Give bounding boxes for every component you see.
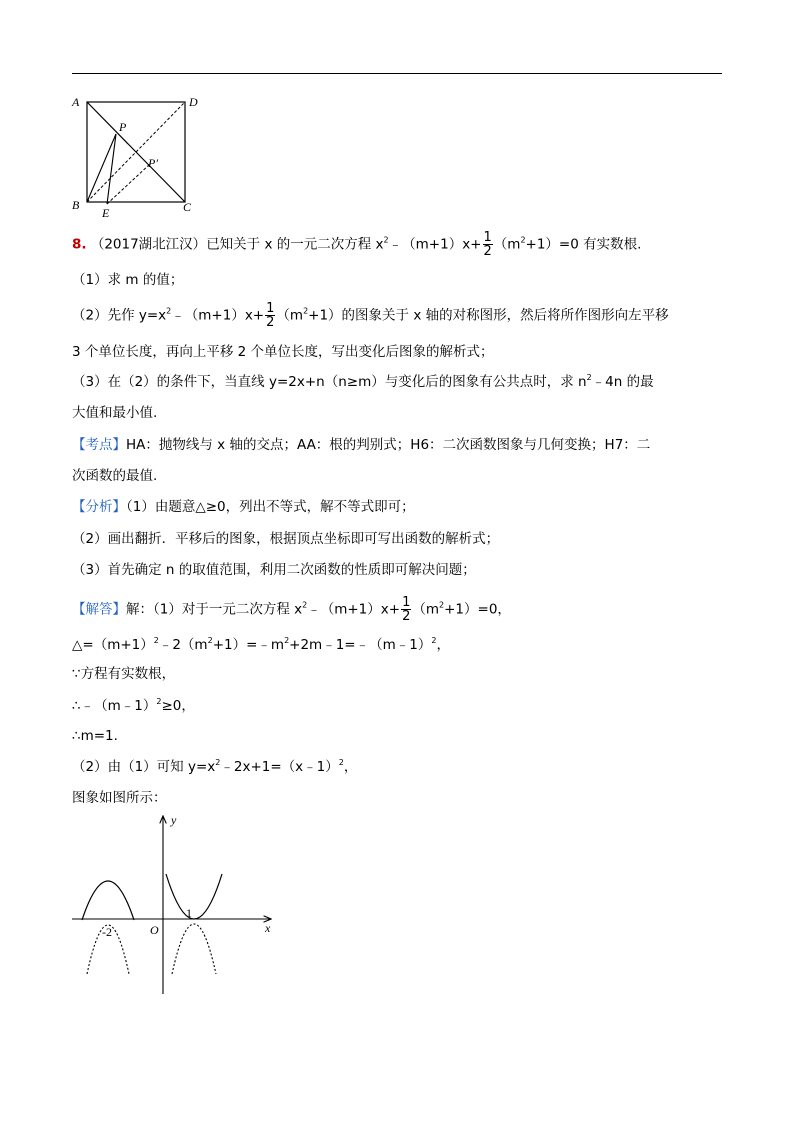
part-2-line1: （2）先作 $y=x^2﹣(m+1)x+$ $\frac{1}{2}$ $(m^2+1)$的图象关于 x 轴的对称图形，然后将所作图形向左平移: [72, 301, 669, 330]
part-3-line2: 大值和最小值.: [72, 405, 158, 421]
label-A: A: [72, 95, 80, 109]
fenxi-line3: （3）首先确定 n 的取值范围，利用二次函数的性质即可解决问题；: [72, 562, 476, 578]
fenxi-line2: （2）画出翻折．平移后的图象，根据顶点坐标即可写出函数的解析式；: [72, 531, 500, 547]
jieda-line1: 【解答】解：（1）对于一元二次方程 $x^2﹣(m+1)x+$ $\frac{1}{2}$ $(m^2+1)=0$，: [72, 595, 511, 624]
fenxi-line1: 【分析】（1）由题意△≥0，列出不等式，解不等式即可；: [72, 499, 415, 515]
x-axis-label: x: [265, 921, 271, 935]
square-figure: [70, 93, 210, 223]
jieda-tag: 【解答】: [72, 601, 126, 618]
parabola-graph: [70, 812, 285, 997]
label-E: E: [102, 206, 110, 220]
jieda-line7: 图象如图所示：: [72, 790, 167, 806]
part-3-line1: （3）在（2）的条件下，当直线 y=2x+n（n≥m）与变化后的图象有公共点时，求 $n^2﹣4n$ 的最: [72, 373, 654, 390]
question-stem: 8. （2017湖北江汉）已知关于 x 的一元二次方程 $x^2﹣(m+1)x+$ $\frac{1}{2}$ $(m^2+1)=0$ 有实数根.: [72, 230, 642, 259]
jieda-line5: ∴m=1.: [72, 728, 118, 744]
header-rule: [72, 73, 722, 74]
jieda-line2: $\triangle=(m+1)^2﹣2(m^2+1)=﹣m^2+2m﹣1=﹣(m﹣1)^2$，: [72, 636, 450, 653]
y-axis-label: y: [171, 813, 177, 827]
jieda-line4: ∴﹣（m﹣1）$^2$≥0，: [72, 697, 195, 714]
label-P-prime: P′: [148, 156, 158, 170]
tick-label-1: 1: [186, 906, 192, 920]
label-B: B: [72, 198, 80, 212]
kaodian-line1: 【考点】HA：抛物线与 x 轴的交点；AA：根的判别式；H6：二次函数图象与几何变换；H7：二: [72, 437, 651, 453]
label-C: C: [183, 200, 192, 214]
origin-label: O: [150, 923, 159, 937]
part-1: （1）求 m 的值；: [72, 272, 184, 288]
kaodian-tag: 【考点】: [72, 437, 126, 453]
fraction-half: $\frac{1}{2}$: [483, 230, 492, 259]
jieda-line3: ∵方程有实数根，: [72, 666, 176, 682]
label-P: P: [119, 120, 127, 134]
kaodian-line2: 次函数的最值.: [72, 468, 158, 484]
fenxi-tag: 【分析】: [72, 499, 126, 515]
part-2-line2: 3 个单位长度，再向上平移 2 个单位长度，写出变化后图象的解析式；: [72, 344, 494, 360]
question-number: 8.: [72, 236, 87, 253]
fraction-half: $\frac{1}{2}$: [266, 301, 275, 330]
fraction-half: $\frac{1}{2}$: [402, 595, 411, 624]
jieda-line6: （2）由（1）可知 $y=x^2﹣2x+1=(x﹣1)^2$，: [72, 758, 358, 775]
label-D: D: [189, 95, 198, 109]
tick-label-neg2: -2: [102, 925, 112, 939]
